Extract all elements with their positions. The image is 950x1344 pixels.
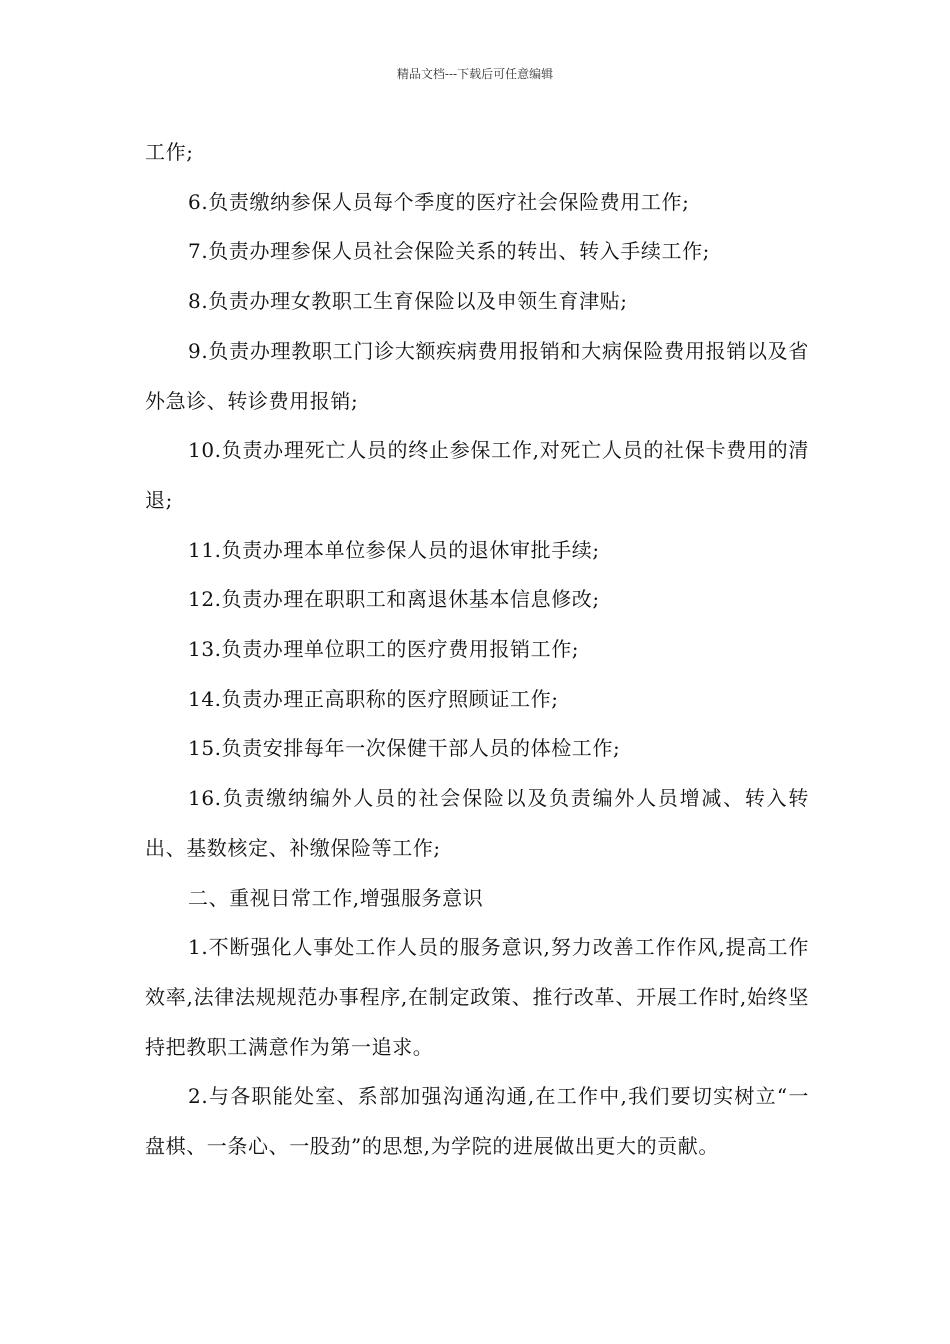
paragraph-item-15: 15.负责安排每年一次保健干部人员的体检工作;: [188, 736, 621, 761]
paragraph-item-10: 10.负责办理死亡人员的终止参保工作,对死亡人员的社保卡费用的清退;: [145, 438, 809, 512]
paragraph-item-9: 9.负责办理教职工门诊大额疾病费用报销和大病保险费用报销以及省外急诊、转诊费用报销;: [145, 338, 809, 413]
paragraph-item-13: 13.负责办理单位职工的医疗费用报销工作;: [188, 637, 580, 662]
document-body: [145, 128, 809, 1172]
paragraph-item-8: 8.负责办理女教职工生育保险以及申领生育津贴;: [188, 289, 628, 314]
paragraph-continuation: 工作;: [145, 140, 194, 164]
paragraph-section2-item-1: 1.不断强化人事处工作人员的服务意识,努力改善工作作风,提高工作效率,法律法规规范办事程序,在制定政策、推行改革、开展工作时,始终坚持把教职工满意作为第一追求。: [145, 935, 809, 1059]
paragraph-item-12: 12.负责办理在职职工和离退休基本信息修改;: [188, 587, 600, 612]
paragraph-item-6: 6.负责缴纳参保人员每个季度的医疗社会保险费用工作;: [188, 189, 690, 214]
paragraph-item-11: 11.负责办理本单位参保人员的退休审批手续;: [188, 537, 600, 562]
paragraph-item-14: 14.负责办理正高职称的医疗照顾证工作;: [188, 686, 559, 711]
paragraph-item-7: 7.负责办理参保人员社会保险关系的转出、转入手续工作;: [188, 239, 711, 264]
section-heading-2: 二、重视日常工作,增强服务意识: [188, 885, 484, 910]
paragraph-section2-item-2: 2.与各职能处室、系部加强沟通沟通,在工作中,我们要切实树立“一盘棋、一条心、一股劲”的思想,为学院的进展做出更大的贡献。: [145, 1084, 809, 1159]
page-header: 精品文档---下载后可任意编辑: [396, 67, 554, 81]
paragraph-item-16: 16.负责缴纳编外人员的社会保险以及负责编外人员增减、转入转出、基数核定、补缴保险等工作;: [145, 786, 809, 860]
